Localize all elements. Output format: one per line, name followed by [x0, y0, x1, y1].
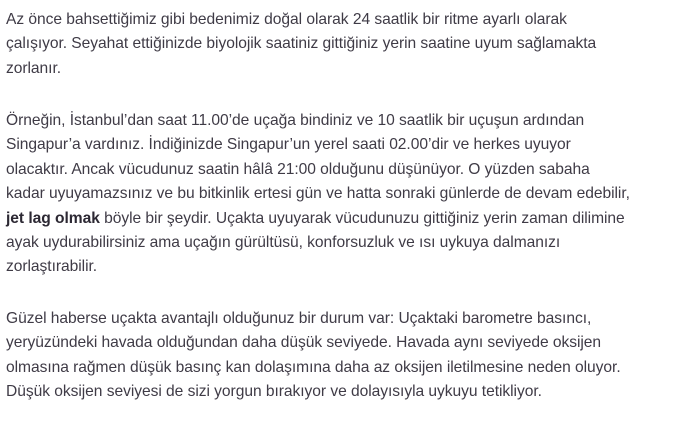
- paragraph-line: zorlaştırabilir.: [6, 258, 98, 276]
- paragraph-line: Güzel haberse uçakta avantajlı olduğunuz bir durum var: Uçaktaki barometre basıncı,: [6, 310, 592, 327]
- paragraph-line: Az önce bahsettiğimiz gibi bedenimiz doğal olarak 24 saatlik bir ritme ayarlı olarak: [6, 11, 567, 28]
- paragraph-line: kadar uyuyamazsınız ve bu bitkinlik ertesi gün ve hatta sonraki günlerde de devam edebilir,: [6, 185, 630, 203]
- paragraph-line: olacaktır. Ancak vücudunuz saatin hâlâ 21:00 olduğunu düşünüyor. O yüzden sabaha: [6, 160, 590, 178]
- paragraph-cabin-pressure: [6, 307, 671, 405]
- paragraph-line-with-term: [6, 207, 671, 231]
- paragraph-line: zorlanır.: [6, 59, 62, 77]
- paragraph-line: Singapur’a vardınız. İndiğinizde Singapur’un yerel saati 02.00’dir ve herkes uyuyor: [6, 136, 571, 154]
- paragraph-line: çalışıyor. Seyahat ettiğinizde biyolojik saatiniz gittiğiniz yerin saatine uyum sağlamakta: [6, 35, 597, 53]
- paragraph-line: yeryüzündeki havada olduğundan daha düşük seviyede. Havada aynı seviyede oksijen: [6, 334, 602, 352]
- paragraph-line: ayak uydurabilirsiniz ama uçağın gürültüsü, konforsuzluk ve ısı uykuya dalmanızı: [6, 234, 561, 252]
- jet-lag-term: jet lag olmak: [6, 209, 100, 227]
- paragraph-biological-rhythm: [6, 8, 671, 81]
- term-continuation: böyle bir şeydir. Uçakta uyuyarak vücudunuzu gittiğiniz yerin zaman dilimine: [99, 209, 625, 227]
- paragraph-line: Örneğin, İstanbul’dan saat 11.00’de uçağa bindiniz ve 10 saatlik bir uçuşun ardından: [6, 112, 585, 129]
- paragraph-line: Düşük oksijen seviyesi de sizi yorgun bırakıyor ve dolayısıyla uykuyu tetikliyor.: [6, 383, 542, 401]
- paragraph-jet-lag-example: [6, 109, 671, 280]
- paragraph-line: olmasına rağmen düşük basınç kan dolaşımına daha az oksijen iletilmesine neden oluyor.: [6, 358, 621, 376]
